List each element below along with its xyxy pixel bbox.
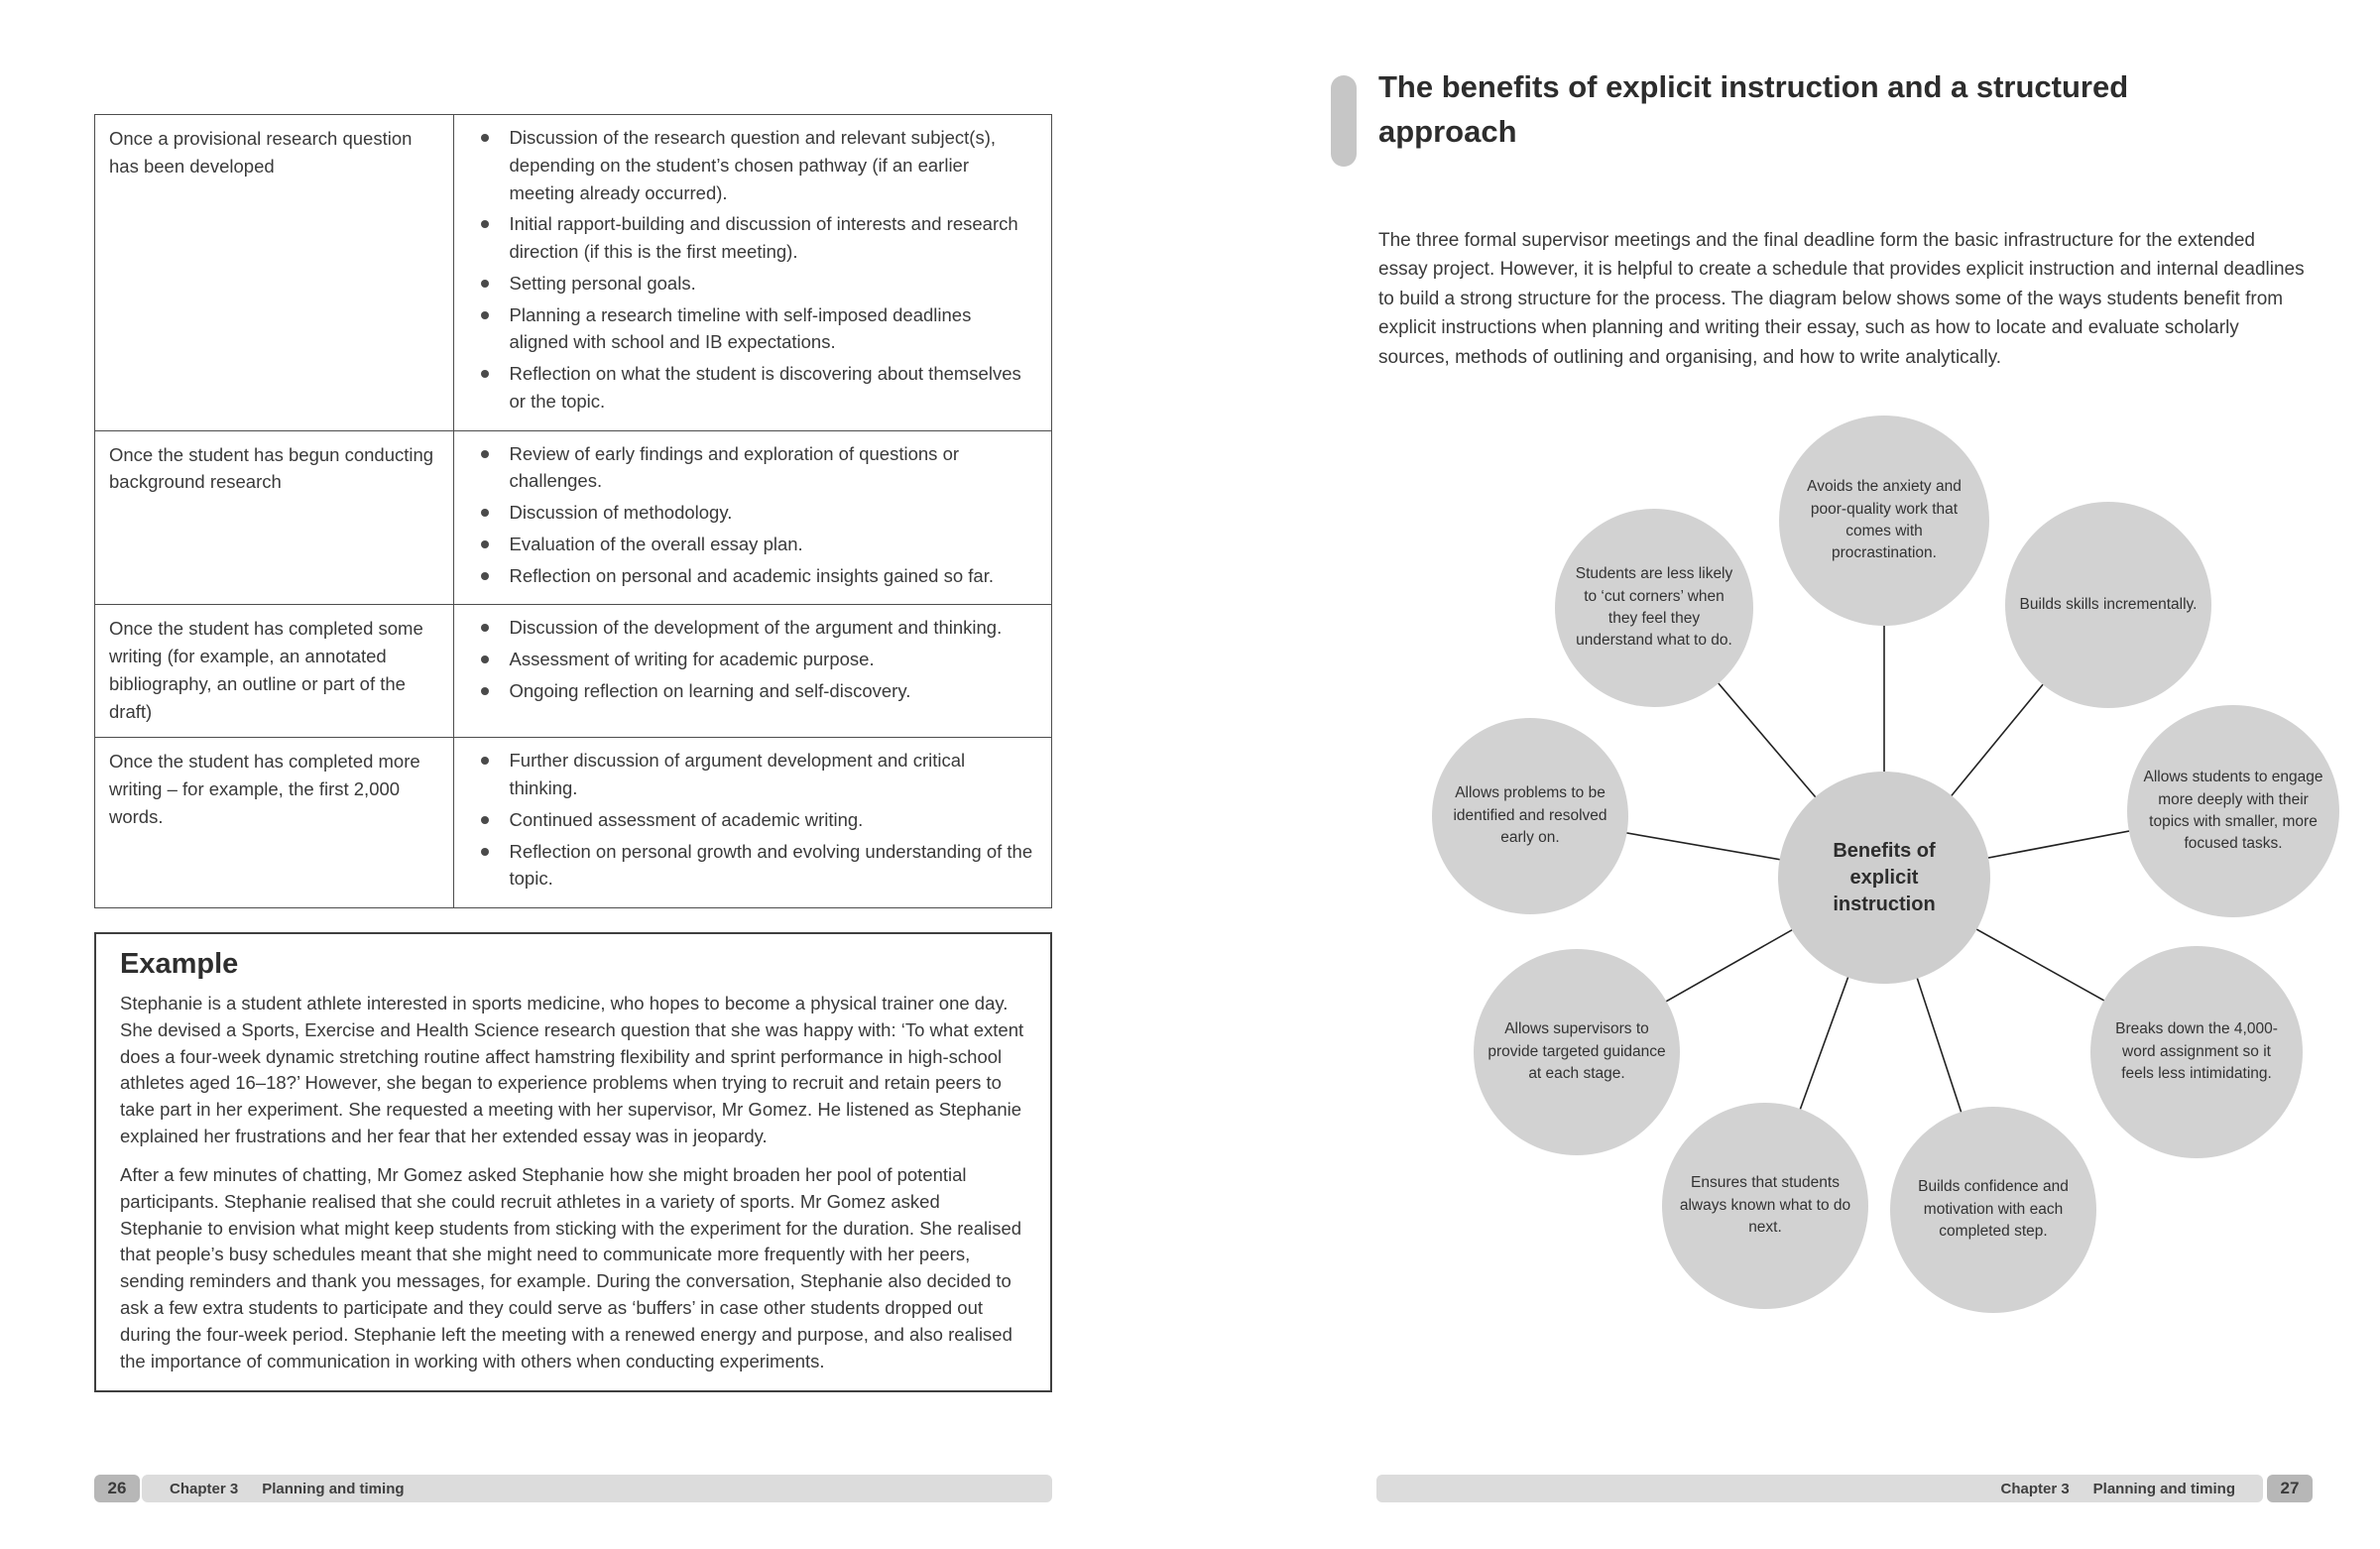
right-chapter-label: Chapter 3 xyxy=(2000,1480,2070,1497)
bullet-list xyxy=(464,614,1034,704)
benefit-node xyxy=(2127,705,2339,917)
bullet-item: Assessment of writing for academic purpose. xyxy=(464,646,1034,673)
bullet-item: Planning a research timeline with self-imposed deadlines aligned with school and IB expectations. xyxy=(464,301,1034,357)
right-footer-bar xyxy=(1376,1475,2263,1502)
node-label: Builds skills incrementally. xyxy=(2019,595,2198,613)
bullet-item: Discussion of the research question and relevant subject(s), depending on the student’s chosen pathway (if an earlier meeting already occurred). xyxy=(464,124,1034,206)
node-label: Benefits of explicit instruction xyxy=(1833,839,1936,915)
diagram-center-node xyxy=(1778,772,1990,984)
bullet-item: Further discussion of argument development and critical thinking. xyxy=(464,747,1034,802)
bullet-item: Ongoing reflection on learning and self-discovery. xyxy=(464,677,1034,705)
right-page-footer xyxy=(1376,1475,2313,1502)
benefit-node xyxy=(1432,718,1628,914)
node-label: Breaks down the 4,000-word assignment so it feels less intimidating. xyxy=(2115,1020,2278,1083)
benefit-node xyxy=(2005,502,2211,708)
node-label: Builds confidence and motivation with each completed step. xyxy=(1918,1178,2069,1241)
node-label: Allows students to engage more deeply with their topics with smaller, more focused tasks. xyxy=(2143,769,2323,853)
node-label: Allows problems to be identified and resolved early on. xyxy=(1453,784,1607,847)
bullet-item: Initial rapport-building and discussion of interests and research direction (if this is the first meeting). xyxy=(464,210,1034,266)
bullets-cell xyxy=(454,115,1052,430)
bullets-cell xyxy=(454,738,1052,907)
table-row xyxy=(95,737,1051,907)
left-footer-bar xyxy=(142,1475,1052,1502)
example-box xyxy=(94,932,1052,1392)
bullets-cell xyxy=(454,431,1052,605)
supervisor-meetings-table xyxy=(94,114,1052,908)
example-title: Example xyxy=(120,948,239,980)
heading-accent-bar xyxy=(1331,75,1357,167)
benefit-node xyxy=(2090,946,2303,1158)
benefits-diagram xyxy=(1388,395,2340,1337)
bullet-item: Setting personal goals. xyxy=(464,270,1034,298)
page-title: The benefits of explicit instruction and a structured approach xyxy=(1378,69,2129,149)
milestone-cell: Once the student has completed some writing (for example, an annotated bibliography, an outline or part of the draft) xyxy=(95,605,454,737)
benefit-node xyxy=(1662,1103,1868,1309)
left-chapter-label: Chapter 3 xyxy=(170,1480,239,1497)
table-row xyxy=(95,115,1051,430)
example-paragraph: Stephanie is a student athlete interested in sports medicine, who hopes to become a physical trainer one day. She devised a Sports, Exercise and Health Science research question that she was happy with: ‘To what extent does a four-week dynamic stretching routine affect hamstring flexibility and sprint performance in high-school athletes aged 16–18?’ However, she began to experience problems when trying to recruit and retain peers to take part in her experiment. She requested a meeting with her supervisor, Mr Gomez. He listened as Stephanie explained her frustrations and her fear that her extended essay was in jeopardy. xyxy=(120,993,1024,1147)
bullet-item: Discussion of methodology. xyxy=(464,499,1034,527)
right-section-label: Planning and timing xyxy=(2092,1480,2235,1497)
benefit-node xyxy=(1474,949,1680,1155)
table-row xyxy=(95,430,1051,605)
node-label: Allows supervisors to provide targeted guidance at each stage. xyxy=(1488,1020,1666,1083)
benefit-node xyxy=(1555,509,1753,707)
milestone-cell: Once the student has completed more writing – for example, the first 2,000 words. xyxy=(95,738,454,907)
bullet-list xyxy=(464,747,1034,893)
bullet-item: Review of early findings and exploration of questions or challenges. xyxy=(464,440,1034,496)
bullet-list xyxy=(464,124,1034,416)
left-page-footer xyxy=(94,1475,1052,1502)
bullets-cell xyxy=(454,605,1052,737)
benefit-node xyxy=(1890,1107,2096,1313)
example-paragraphs xyxy=(120,991,1026,1374)
example-paragraph: After a few minutes of chatting, Mr Gomez asked Stephanie how she might broaden her pool of potential participants. Stephanie realised that she could recruit athletes in a variety of sports. Mr Gomez asked Stephanie to envision what might keep students from sticking with the experiment for the duration. She realised that people’s busy schedules meant that she might need to communicate more frequently with her peers, sending reminders and thank you messages, for example. During the conversation, Stephanie also decided to ask a few extra students to participate and they could serve as ‘buffers’ in case other students dropped out during the four-week period. Stephanie left the meeting with a renewed energy and purpose, and also realised the importance of communication in working with others when conducting experiments. xyxy=(120,1163,1022,1371)
benefit-node xyxy=(1779,416,1989,626)
bullet-item: Discussion of the development of the argument and thinking. xyxy=(464,614,1034,642)
bullet-list xyxy=(464,440,1034,590)
right-page-number: 27 xyxy=(2267,1475,2313,1502)
bullet-item: Reflection on personal and academic insights gained so far. xyxy=(464,562,1034,590)
bullet-item: Reflection on what the student is discovering about themselves or the topic. xyxy=(464,360,1034,416)
left-section-label: Planning and timing xyxy=(262,1480,405,1497)
node-label: Avoids the anxiety and poor-quality work that comes with procrastination. xyxy=(1807,478,1962,562)
milestone-cell: Once a provisional research question has been developed xyxy=(95,115,454,430)
bullet-item: Evaluation of the overall essay plan. xyxy=(464,531,1034,558)
intro-paragraph: The three formal supervisor meetings and the final deadline form the basic infrastructure for the extended essay project. However, it is helpful to create a schedule that provides explicit instruction and internal deadlines to build a strong structure for the process. The diagram below shows some of the ways students benefit from explicit instructions when planning and writing their essay, such as how to locate and evaluate scholarly sources, methods of outlining and organising, and how to write analytically. xyxy=(1378,230,2305,368)
bullet-item: Continued assessment of academic writing. xyxy=(464,806,1034,834)
milestone-cell: Once the student has begun conducting background research xyxy=(95,431,454,605)
node-label: Ensures that students always known what to do next. xyxy=(1679,1174,1851,1237)
bullet-item: Reflection on personal growth and evolving understanding of the topic. xyxy=(464,838,1034,894)
left-page-number: 26 xyxy=(94,1475,140,1502)
table-row xyxy=(95,604,1051,737)
node-label: Students are less likely to ‘cut corners’ when they feel they understand what to do. xyxy=(1575,565,1733,650)
